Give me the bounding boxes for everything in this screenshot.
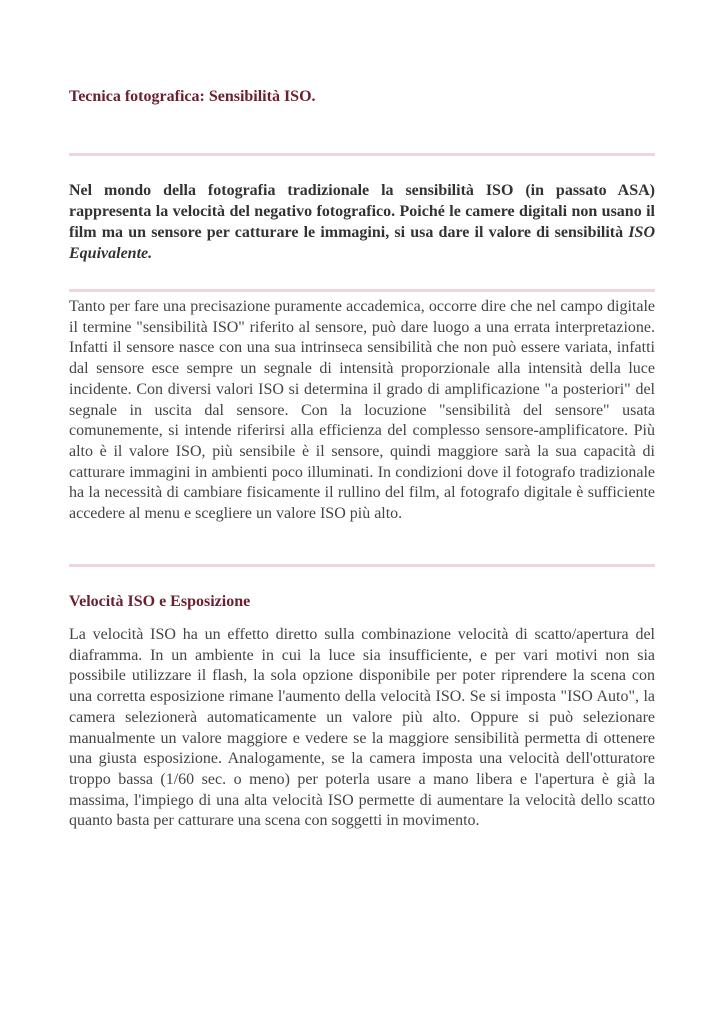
intro-paragraph xyxy=(69,180,655,264)
intro-text: Nel mondo della fotografia tradizionale la sensibilità ISO (in passato ASA) rappresenta la velocità del negativo fotografico. Poiché le camere digitali non usano il film ma un sensore per catturare le immagini, si usa dare il valore di sensibilità xyxy=(69,182,655,241)
body-paragraph-2: La velocità ISO ha un effetto diretto sulla combinazione velocità di scatto/apertura del diaframma. In un ambiente in cui la luce sia insufficiente, e per vari motivi non sia possibile utilizzare il flash, la sola opzione disponibile per poter riprendere la scena con una corretta esposizione rimane l'aumento della velocità ISO. Se si imposta "ISO Auto", la camera selezionerà automaticamente un valore più alto. Oppure si può selezionare manualmente un valore maggiore e vedere se la maggiore sensibilità permetta di ottenere una giusta esposizione. Analogamente, se la camera imposta una velocità dell'otturatore troppo bassa (1/60 sec. o meno) per poterla usare a mano libera e l'apertura è già la massima, l'impiego di una alta velocità ISO permette di aumentare la velocità dello scatto quanto basta per catturare una scena con soggetti in movimento. xyxy=(69,626,655,830)
intro-emphasis: ISO Equivalente. xyxy=(69,224,655,262)
section-heading: Velocità ISO e Esposizione xyxy=(69,593,251,610)
divider-rule xyxy=(69,153,655,156)
body-paragraph-1: Tanto per fare una precisazione puramente accademica, occorre dire che nel campo digitale il termine "sensibilità ISO" riferito al sensore, può dare luogo a una errata interpretazione. Infatti il sensore nasce con una sua intrinseca sensibilità che non può essere variata, infatti dal sensore esce sempre un segnale di intensità proporzionale alla intensità della luce incidente. Con diversi valori ISO si determina il grado di amplificazione "a posteriori" del segnale in uscita dal sensore. Con la locuzione "sensibilità del sensore" usata comunemente, si intende riferirsi alla efficienza del complesso sensore-amplificatore. Più alto è il valore ISO, più sensibile è il sensore, quindi maggiore sarà la sua capacità di catturare immagini in ambienti poco illuminati. In condizioni dove il fotografo tradizionale ha la necessità di cambiare fisicamente il rullino del film, al fotografo digitale è sufficiente accedere al menu e scegliere un valore ISO più alto. xyxy=(69,298,655,523)
divider-rule xyxy=(69,289,655,292)
page-title: Tecnica fotografica: Sensibilità ISO. xyxy=(69,88,316,105)
divider-rule xyxy=(69,564,655,567)
